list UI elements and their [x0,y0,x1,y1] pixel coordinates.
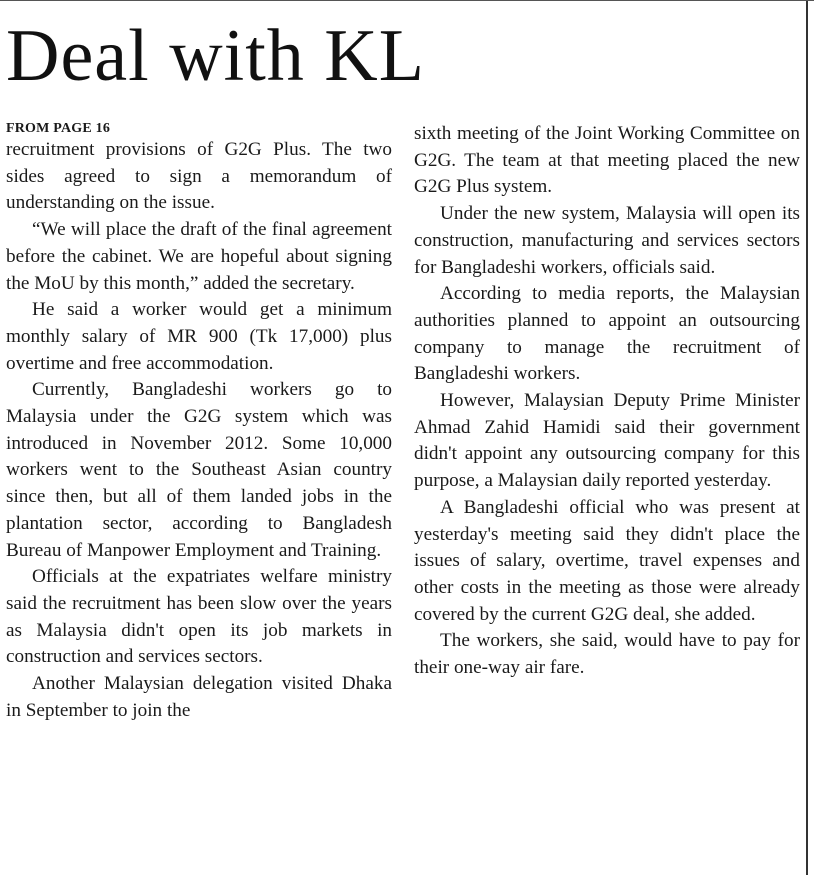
paragraph: However, Malaysian Deputy Prime Minister Ahmad Zahid Hamidi said their government didn't appoint any outsourcing company for this purpose, a Malaysian daily reported yesterday. [414,390,800,492]
paragraph: According to media reports, the Malaysian authorities planned to appoint an outsourcing company to manage the recruitment of Bangladeshi workers. [414,283,800,385]
headline: Deal with KL [6,15,425,97]
paragraph: sixth meeting of the Joint Working Committee on G2G. The team at that meeting placed the new G2G Plus system. [414,123,800,198]
article-column-right [414,121,800,682]
paragraph: A Bangladeshi official who was present at yesterday's meeting said they didn't place the issues of salary, overtime, travel expenses and other costs in the meeting as those were already covered by the current G2G deal, she added. [414,496,800,625]
paragraph: Under the new system, Malaysia will open its construction, manufacturing and services sectors for Bangladeshi workers, officials said. [414,203,800,278]
paragraph: Another Malaysian delegation visited Dhaka in September to join the [6,673,392,721]
paragraph: Officials at the expatriates welfare ministry said the recruitment has been slow over the years as Malaysia didn't open its job markets in construction and services sectors. [6,566,392,668]
paragraph: Currently, Bangladeshi workers go to Malaysia under the G2G system which was introduced in November 2012. Some 10,000 workers went to the Southeast Asian country since then, but all of them landed jobs in the plantation sector, according to Bangladesh Bureau of Manpower Employment and Training. [6,379,392,561]
paragraph: “We will place the draft of the final agreement before the cabinet. We are hopeful about signing the MoU by this month,” added the secretary. [6,219,392,294]
paragraph: The workers, she said, would have to pay for their one-way air fare. [414,630,800,679]
paragraph: recruitment provisions of G2G Plus. The two sides agreed to sign a memorandum of understanding on the issue. [6,139,392,214]
paragraph: He said a worker would get a minimum monthly salary of MR 900 (Tk 17,000) plus overtime and free accommodation. [6,299,392,374]
continued-from-label: FROM PAGE 16 [6,121,111,136]
column-rule [806,1,808,875]
article-column-left [6,119,392,724]
